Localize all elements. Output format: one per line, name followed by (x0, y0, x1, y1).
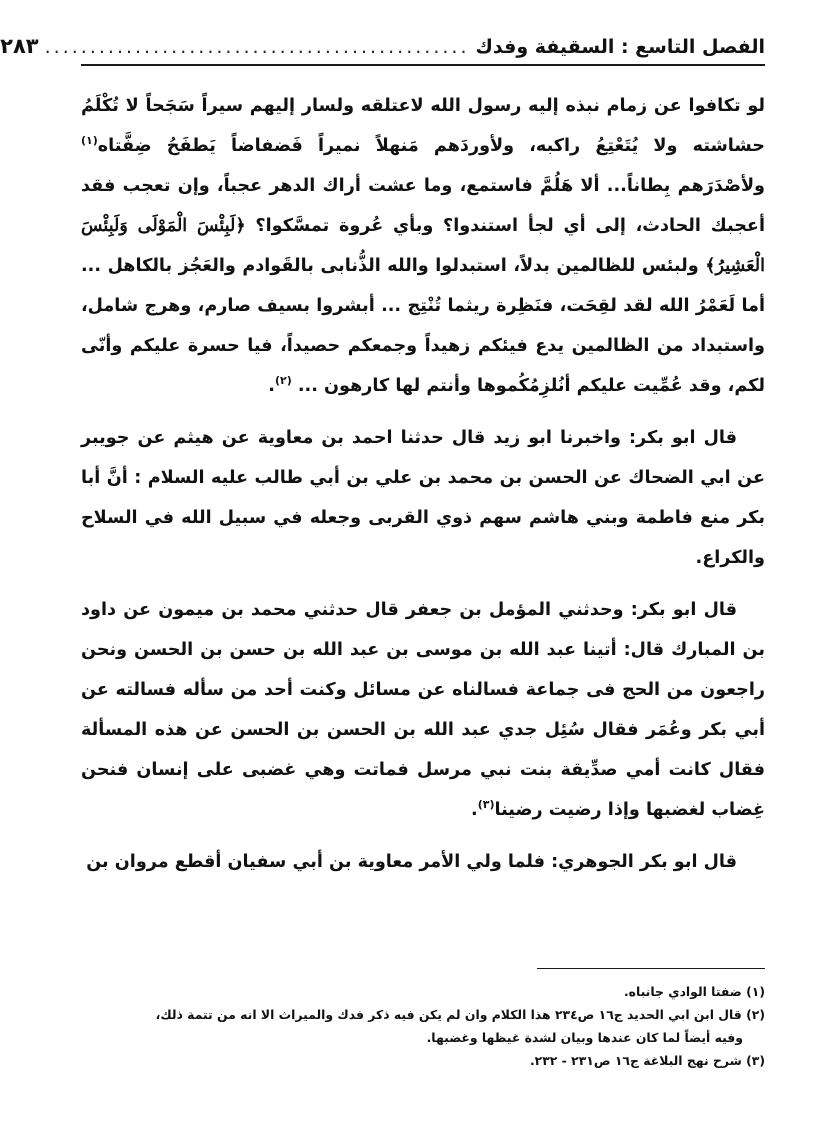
paragraph-text: قال ابو بكر: وحدثني المؤمل بن جعفر قال حدثني محمد بن ميمون عن داود بن المبارك قال: أتينا عبد الله بن موسى بن عبد الله بن حسن بن الحسن ونحن راجعون من الحج فى جماعة فسالناه عن مسائل وكنت أحد من سأله فسالته عن أبي بكر وعُمَر فقال سُئِل جدي عبد الله بن الحسن بن الحسن عن هذه المسألة فقال كانت أمي صدِّيقة بنت نبي مرسل فماتت وهي غضبى على إنسان فنحن غِضاب لغضبها وإذا رضيت رضينا (81, 600, 765, 820)
paragraph-text: قال ابو بكر الجوهري: فلما ولي الأمر معاوية بن أبي سفيان أقطع مروان بن (86, 852, 737, 872)
paragraph-text: ولبئس للظالمين بدلاً، استبدلوا والله الذُّنابى بالقَوادم والعَجُز بالكاهل ... أما لَعَمْرُ الله لقد لقِحَت، فنَظِرة ريثما تُنْتِج ... أبشروا بسيف صارم، وهرج شامل، واستبداد من الظالمين يدع فيئكم زهيداً وجمعكم حصيداً، فيا حسرة عليكم وأنّى لكم، وقد عُمِّيت عليكم أنُلزِمُكُموها وأنتم لها كارهون ... (81, 256, 765, 396)
quran-quote: ﴿لَبِئْسَ الْمَوْلَى وَلَبِئْسَ الْعَشِيرُ﴾ (81, 215, 765, 276)
paragraph-text: لو تكافوا عن زمام نبذه إليه رسول الله لاعتلقه ولسار إليهم سيراً سَجَحاً لا تُكْلَمُ حشاشته ولا يُتَعْتِعُ راكبه، ولأوردَهم مَنهلاً نميراً فَضفاضاً يَطفَحُ ضِفَّتاه (81, 96, 765, 156)
paragraph-text: ولأصْدَرَهم بِطاناً... ألا هَلُمَّ فاستمع، وما عشت أراك الدهر عجباً، وإن تعجب فقد أعجبك الحادث، إلى أي لجأ استندوا؟ وبأي عُروة تمسَّكوا؟ (81, 176, 765, 236)
paragraph-text: . (471, 800, 478, 820)
page-number: ٢٨٣ (0, 34, 39, 58)
footnote-1: (١) ضفتا الوادي جانباه. (623, 984, 765, 999)
footnote-divider (537, 968, 765, 969)
paragraph-abu-bakr-2 (81, 590, 765, 830)
paragraph-abu-bakr-3 (81, 842, 765, 882)
leader-dots: ............................................... (44, 36, 470, 58)
chapter-title: الفصل التاسع : السقيفة وفدك (475, 36, 765, 58)
footnotes (81, 980, 765, 1072)
main-text (81, 86, 765, 894)
footnote-2: (٢) قال ابن ابي الحديد ج١٦ ص٢٣٤ هذا الكلام وان لم يكن فيه ذكر فدك والميراث الا انه من تتمة ذلك، (155, 1007, 765, 1022)
paragraph-abu-bakr-1 (81, 418, 765, 578)
footnote-ref-3: (٣) (477, 798, 495, 812)
paragraph-sermon (81, 86, 765, 406)
footnote-ref-2: (٢) (274, 374, 292, 388)
footnote-2-continued: وفيه أيضاً لما كان عندها وبيان لشدة غيظها وغضبها. (426, 1030, 743, 1045)
paragraph-text: قال ابو بكر: واخبرنا ابو زيد قال حدثنا احمد بن معاوية عن هيثم عن جويبر عن ابي الضحاك عن الحسن بن محمد بن علي بن أبي طالب عليه السلام : أنَّ أبا بكر منع فاطمة وبني هاشم سهم ذوي القربى وجعله في سبيل الله في السلاح والكراع. (81, 428, 765, 568)
running-header (0, 34, 765, 66)
paragraph-text: . (268, 376, 275, 396)
footnote-ref-1: (١) (81, 134, 98, 148)
footnote-3: (٣) شرح نهج البلاغة ج١٦ ص٢٣١ - ٢٣٢. (529, 1053, 765, 1068)
